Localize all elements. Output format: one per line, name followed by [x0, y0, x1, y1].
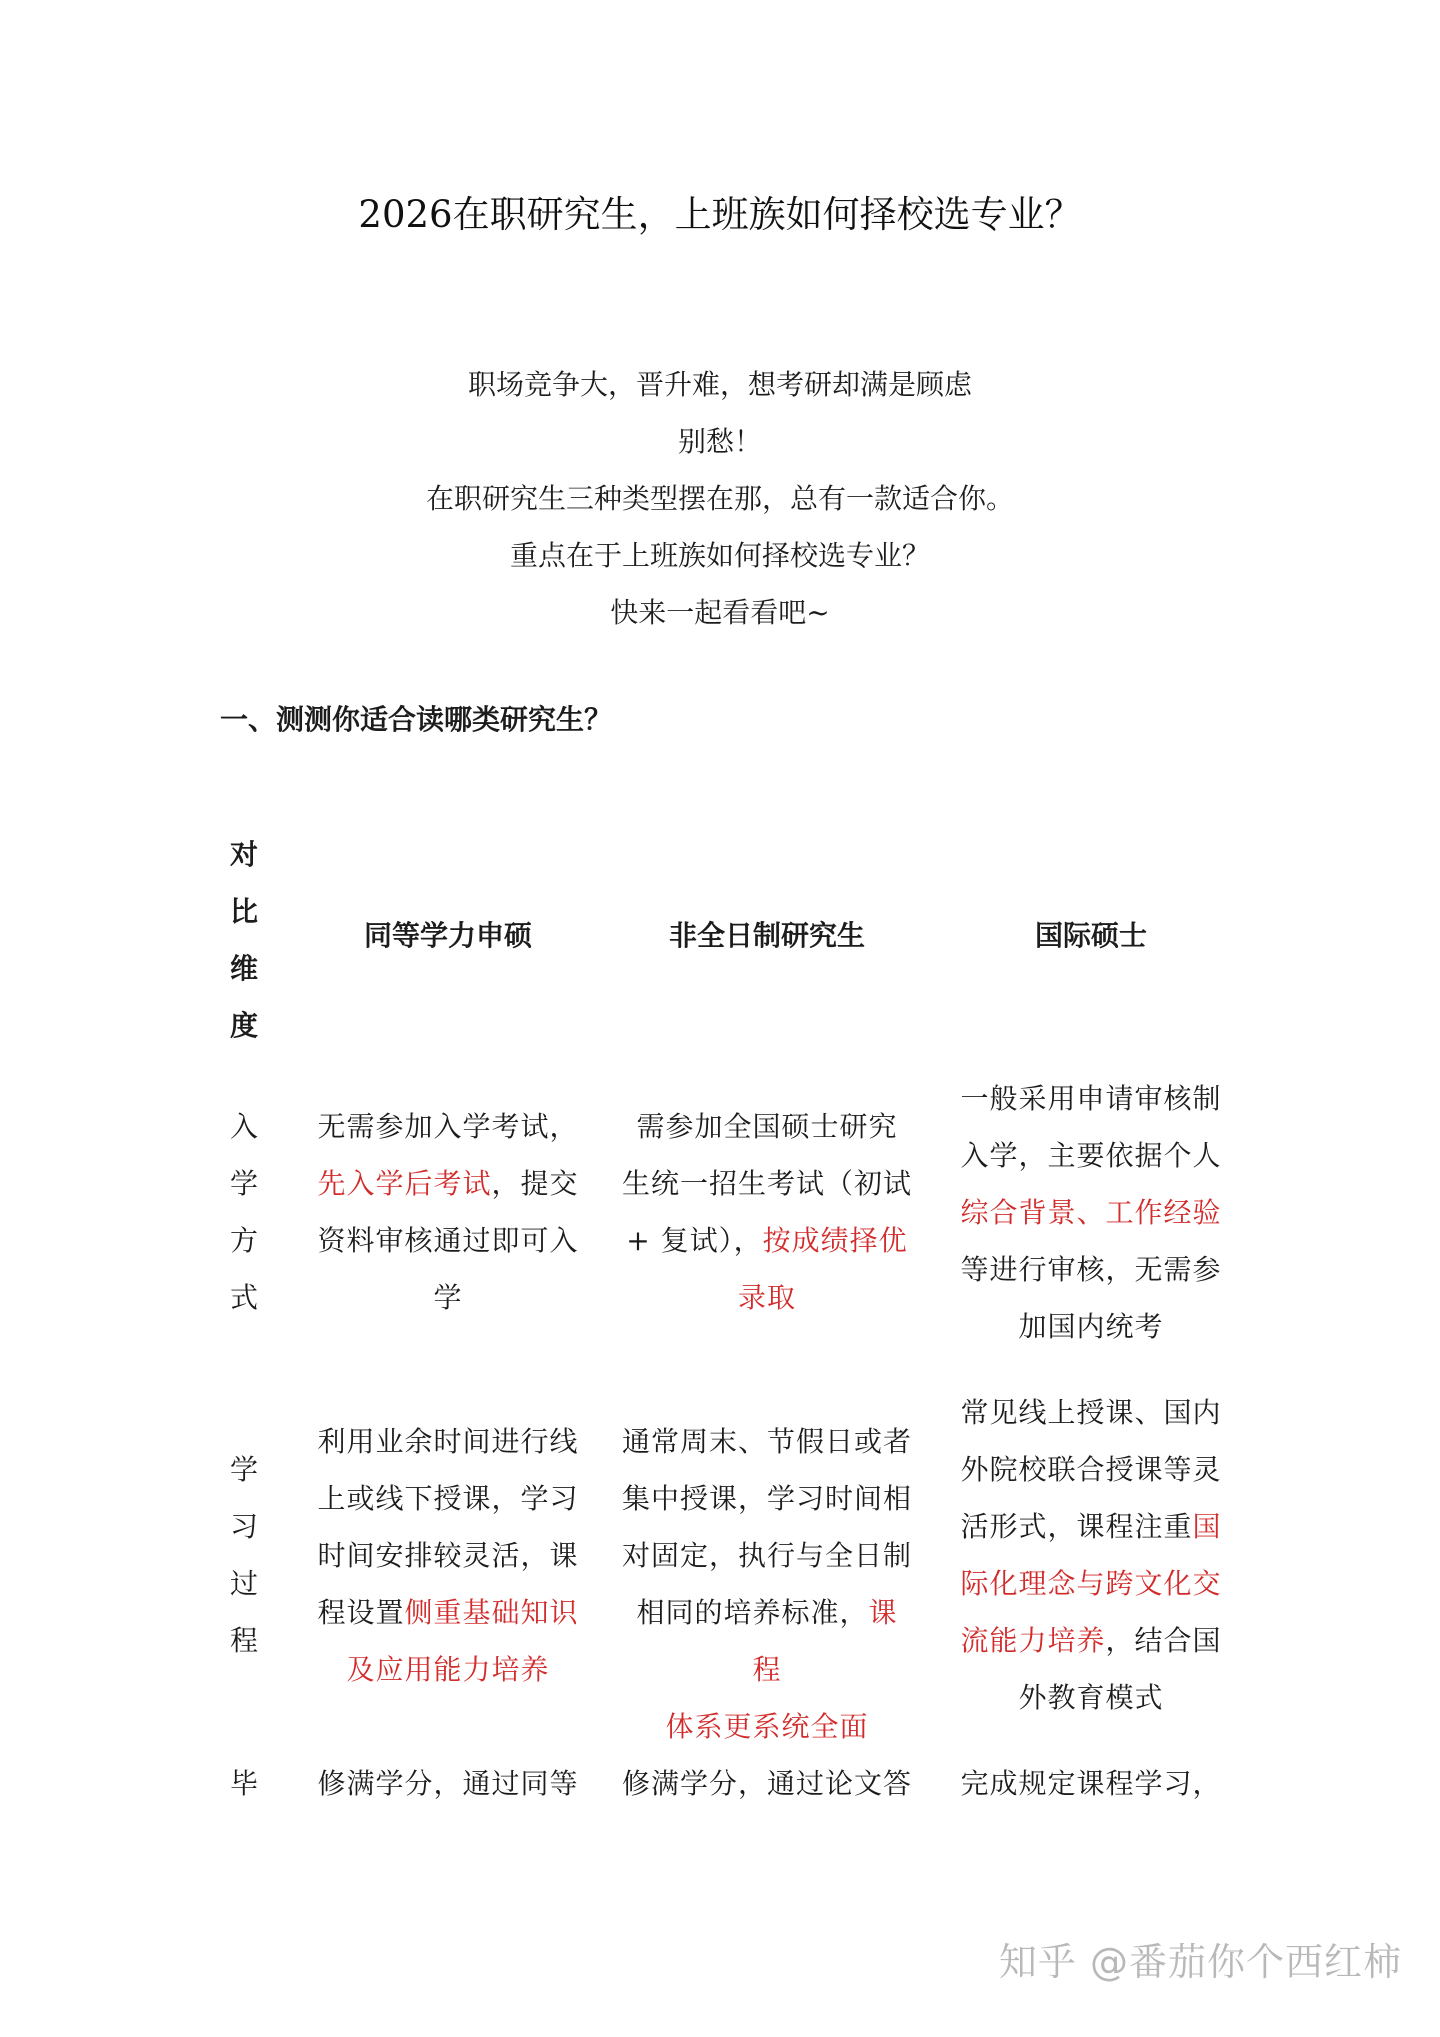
- highlight-text: 综合背景、工作经验: [960, 1196, 1222, 1229]
- highlight-text: 按成绩择优: [762, 1224, 908, 1257]
- cell-line: [622, 1098, 912, 1155]
- row-dimension-admission: [222, 1098, 266, 1326]
- cell-line: [955, 1384, 1227, 1441]
- cell-line: [312, 1641, 584, 1698]
- highlight-text: 侧重基础知识: [404, 1596, 579, 1629]
- cell-text: 外院校联合授课等灵: [960, 1453, 1222, 1486]
- cell-text: 入学，主要依据个人: [960, 1139, 1222, 1172]
- cell-text: 一般采用申请审核制: [960, 1082, 1222, 1115]
- dimension-char: 毕: [229, 1767, 258, 1800]
- table-cell: [622, 1098, 912, 1326]
- column-header-international: 国际硕士: [1034, 919, 1147, 952]
- highlight-text: 及应用能力培养: [346, 1653, 550, 1686]
- intro-line: 在职研究生三种类型摆在那，总有一款适合你。: [425, 482, 1014, 515]
- cell-line: [955, 1441, 1227, 1498]
- cell-text: 等进行审核，无需参: [960, 1253, 1222, 1286]
- dimension-header-char: 维: [229, 952, 258, 985]
- cell-text: 活形式，课程注重: [960, 1510, 1193, 1543]
- cell-line: [955, 1498, 1227, 1555]
- cell-text: 修满学分，通过论文答: [622, 1767, 913, 1800]
- dimension-header-char: 对: [229, 838, 258, 871]
- table-cell: [955, 1070, 1227, 1355]
- highlight-text: 课程: [752, 1596, 898, 1686]
- section-heading: 一、测测你适合读哪类研究生？: [220, 703, 613, 736]
- table-cell: [955, 1384, 1227, 1726]
- highlight-text: 流能力培养: [960, 1624, 1106, 1657]
- cell-line: [622, 1413, 912, 1470]
- cell-text: 需参加全国硕士研究: [636, 1110, 898, 1143]
- cell-line: [622, 1212, 912, 1269]
- cell-text: 加国内统考: [1018, 1310, 1164, 1343]
- intro-line: 别愁！: [677, 425, 762, 458]
- cell-text: 常见线上授课、国内: [960, 1396, 1222, 1429]
- column-header-equivalent-degree: 同等学力申硕: [363, 919, 532, 952]
- cell-line: [955, 1755, 1227, 1812]
- cell-text: 程设置: [317, 1596, 405, 1629]
- cell-text: ，提交: [491, 1167, 579, 1200]
- dimension-char: 学: [229, 1167, 258, 1200]
- table-cell: [955, 1755, 1227, 1812]
- dimension-char: 学: [229, 1453, 258, 1486]
- table-cell: [312, 1413, 584, 1698]
- page-title: 2026在职研究生，上班族如何择校选专业？: [358, 193, 1082, 236]
- table-cell: [312, 1098, 584, 1326]
- cell-line: [312, 1098, 584, 1155]
- cell-text: 生统一招生考试（初试: [622, 1167, 913, 1200]
- dimension-char: 习: [229, 1510, 258, 1543]
- cell-text: 时间安排较灵活，课: [317, 1539, 579, 1572]
- cell-line: [955, 1184, 1227, 1241]
- cell-line: [622, 1269, 912, 1326]
- cell-line: [312, 1155, 584, 1212]
- cell-text: 上或线下授课，学习: [317, 1482, 579, 1515]
- dimension-char: 过: [229, 1567, 258, 1600]
- cell-text: 修满学分，通过同等: [317, 1767, 579, 1800]
- highlight-text: 际化理念与跨文化交: [960, 1567, 1222, 1600]
- intro-block: [0, 356, 1440, 641]
- highlight-text: 国: [1192, 1510, 1222, 1543]
- row-dimension-study-process: [222, 1441, 266, 1669]
- cell-line: [312, 1470, 584, 1527]
- cell-text: 外教育模式: [1018, 1681, 1164, 1714]
- highlight-text: 体系更系统全面: [665, 1710, 869, 1743]
- cell-text: 无需参加入学考试，: [317, 1110, 579, 1143]
- cell-line: [622, 1527, 912, 1584]
- cell-line: [955, 1070, 1227, 1127]
- cell-line: [955, 1298, 1227, 1355]
- cell-text: 利用业余时间进行线: [317, 1425, 579, 1458]
- dimension-char: 式: [229, 1281, 258, 1314]
- cell-text: 集中授课，学习时间相: [622, 1482, 913, 1515]
- cell-text: 相同的培养标准，: [636, 1596, 869, 1629]
- cell-line: [955, 1555, 1227, 1612]
- cell-line: [312, 1212, 584, 1269]
- cell-line: [955, 1612, 1227, 1669]
- cell-line: [312, 1584, 584, 1641]
- column-header-part-time: 非全日制研究生: [668, 919, 865, 952]
- cell-line: [622, 1155, 912, 1212]
- cell-line: [622, 1698, 912, 1755]
- cell-text: + 复试），: [626, 1224, 763, 1257]
- cell-line: [312, 1755, 584, 1812]
- dimension-char: 入: [229, 1110, 258, 1143]
- table-cell: [312, 1755, 584, 1812]
- cell-line: [312, 1413, 584, 1470]
- intro-line: 快来一起看看吧~: [610, 596, 830, 629]
- highlight-text: 先入学后考试: [317, 1167, 492, 1200]
- cell-text: 对固定，执行与全日制: [622, 1539, 913, 1572]
- dimension-char: 程: [229, 1624, 258, 1657]
- dimension-header-char: 比: [229, 895, 258, 928]
- cell-line: [955, 1669, 1227, 1726]
- cell-line: [955, 1241, 1227, 1298]
- cell-line: [622, 1755, 912, 1812]
- cell-text: 资料审核通过即可入: [317, 1224, 579, 1257]
- table-cell: [622, 1755, 912, 1812]
- cell-line: [312, 1527, 584, 1584]
- cell-line: [622, 1470, 912, 1527]
- cell-text: 通常周末、节假日或者: [622, 1425, 913, 1458]
- row-dimension-graduation: [222, 1755, 266, 1812]
- cell-line: [622, 1584, 912, 1698]
- intro-line: 重点在于上班族如何择校选专业？: [509, 539, 930, 572]
- cell-text: 学: [433, 1281, 463, 1314]
- intro-line: 职场竞争大，晋升难，想考研却满是顾虑: [467, 368, 972, 401]
- cell-text: 完成规定课程学习，: [960, 1767, 1222, 1800]
- dimension-char: 方: [229, 1224, 258, 1257]
- cell-text: ，结合国: [1105, 1624, 1222, 1657]
- dimension-header: [222, 826, 266, 1054]
- cell-line: [955, 1127, 1227, 1184]
- cell-line: [312, 1269, 584, 1326]
- dimension-header-char: 度: [229, 1009, 258, 1042]
- table-cell: [622, 1413, 912, 1755]
- zhihu-watermark: 知乎 @番茄你个西红柿: [998, 1940, 1402, 1984]
- highlight-text: 录取: [737, 1281, 796, 1314]
